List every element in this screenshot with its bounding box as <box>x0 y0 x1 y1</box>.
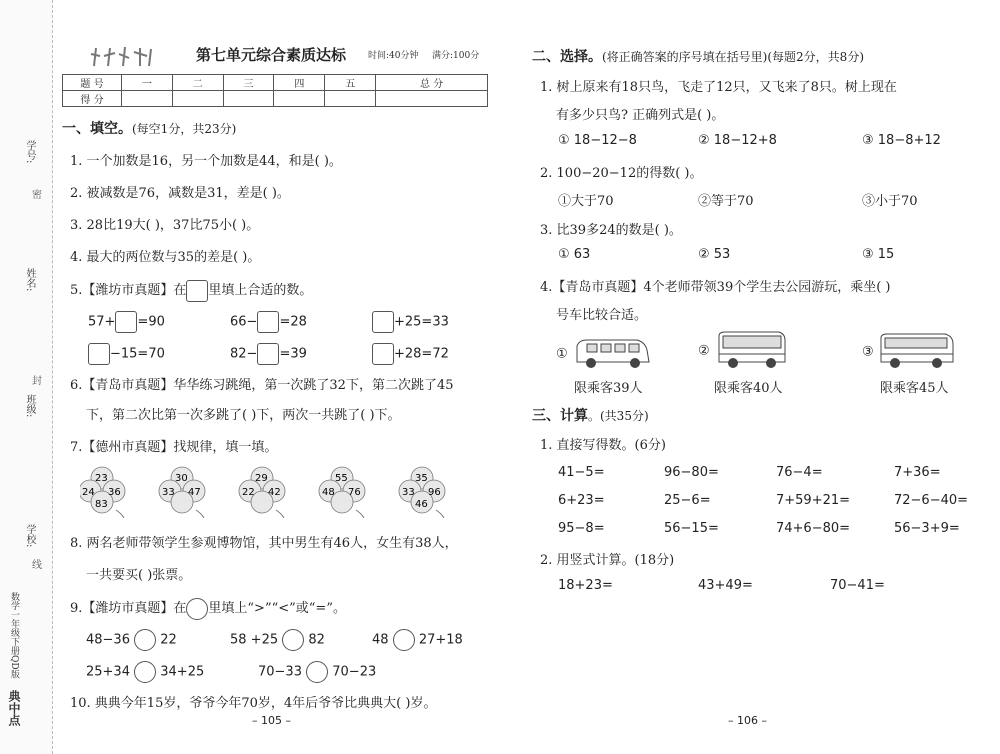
choice-1-option-3[interactable]: ③ 18−8+12 <box>862 133 941 148</box>
answer-box[interactable] <box>372 311 394 333</box>
question-7: 7.【德州市真题】找规律，填一填。 <box>70 440 278 455</box>
page-number-left: – 105 – <box>252 714 291 727</box>
q9-suffix: 里填上“>”“<”或“=”。 <box>208 601 346 616</box>
q5-item-e: 82− =39 <box>230 343 307 365</box>
q5-box-sample <box>186 280 208 302</box>
question-2: 2. 被减数是76，减数是31，差是( )。 <box>70 186 290 201</box>
score-head-cell: 五 <box>325 75 376 91</box>
calc-item: 95−8= <box>558 521 605 536</box>
q9-row-2b: 70−33 70−23 <box>258 661 376 683</box>
score-row-label: 得 分 <box>63 91 122 107</box>
calc-item: 56−15= <box>664 521 719 536</box>
q5-suffix: 里填上合适的数。 <box>208 283 313 298</box>
question-4: 4. 最大的两位数与35的差是( )。 <box>70 250 261 265</box>
choice-3: 3. 比39多24的数是( )。 <box>540 223 682 238</box>
q9-row-2a: 25+34 34+25 <box>86 661 204 683</box>
question-8-line2: 一共要买( )张票。 <box>86 568 192 583</box>
score-input[interactable] <box>223 91 274 107</box>
score-head-cell: 二 <box>172 75 223 91</box>
calc-item: 41−5= <box>558 465 605 480</box>
choice-2-option-3[interactable]: ③小于70 <box>862 194 918 209</box>
section-1-title: 一、填空。 <box>62 121 132 137</box>
clover-5-top: 35 <box>415 473 428 484</box>
calc-2-heading: 2. 用竖式计算。(18分) <box>540 553 675 568</box>
section-1-note: (每空1分，共23分) <box>132 122 237 136</box>
clover-1-right: 36 <box>108 487 121 498</box>
question-3: 3. 28比19大( )，37比75小( )。 <box>70 218 260 233</box>
page-number-right: – 106 – <box>728 714 767 727</box>
section-2-heading <box>532 46 864 66</box>
choice-1-line2: 有多少只鸟? 正确列式是( )。 <box>556 108 725 123</box>
header-logo <box>88 44 158 70</box>
score-input[interactable] <box>122 91 173 107</box>
clover-1-left: 24 <box>82 487 95 498</box>
answer-box[interactable] <box>88 343 110 365</box>
bus-3-number: ③ <box>862 344 874 360</box>
book-label: 数学一年级下册QD版 <box>9 592 19 679</box>
section-3-note: 。(共35分) <box>588 409 649 423</box>
calc-item: 56−3+9= <box>894 521 960 536</box>
q9-prefix: 9.【潍坊市真题】在 <box>70 601 187 616</box>
time-limit: 时间:40分钟 <box>368 51 419 61</box>
score-head-cell: 总 分 <box>376 75 488 91</box>
bus-1-caption: 限乘客39人 <box>574 381 643 396</box>
answer-box[interactable] <box>115 311 137 333</box>
choice-3-option-3[interactable]: ③ 15 <box>862 247 895 262</box>
clover-4-right: 76 <box>348 487 361 498</box>
seal-mark-1: 密 <box>32 190 42 201</box>
answer-box[interactable] <box>257 343 279 365</box>
score-head-cell: 题 号 <box>63 75 122 91</box>
logo-figures-icon <box>88 44 158 70</box>
answer-box[interactable] <box>257 311 279 333</box>
compare-circle[interactable] <box>306 661 328 683</box>
question-8-line1: 8. 两名老师带领学生参观博物馆，其中男生有46人，女生有38人， <box>70 536 458 551</box>
clover-3-left: 22 <box>242 487 255 498</box>
compare-circle[interactable] <box>134 629 156 651</box>
q5-prefix: 5.【潍坊市真题】在 <box>70 283 187 298</box>
bus-1-number: ① <box>556 346 568 362</box>
vertical-calc-item: 43+49= <box>698 578 753 593</box>
score-head-cell: 三 <box>223 75 274 91</box>
q9-row-1c: 48 27+18 <box>372 629 463 651</box>
compare-circle[interactable] <box>282 629 304 651</box>
section-3-heading <box>532 405 649 425</box>
vertical-calc-item: 70−41= <box>830 578 885 593</box>
answer-box[interactable] <box>372 343 394 365</box>
bus-2-caption: 限乘客40人 <box>714 381 783 396</box>
calc-item: 7+36= <box>894 465 941 480</box>
question-5 <box>70 279 312 302</box>
section-2-note: (将正确答案的序号填在括号里)(每题2分，共8分) <box>602 50 864 64</box>
vertical-calc-item: 18+23= <box>558 578 613 593</box>
choice-4-line1: 4.【青岛市真题】4个老师带领39个学生去公园游玩，乘坐( ) <box>540 280 891 295</box>
bus-icon <box>715 330 789 370</box>
calc-item: 6+23= <box>558 493 605 508</box>
score-head-cell: 一 <box>122 75 173 91</box>
bus-3-caption: 限乘客45人 <box>880 381 949 396</box>
question-6-line2: 下，第二次比第一次多跳了( )下，两次一共跳了( )下。 <box>86 408 401 423</box>
calc-item: 74+6−80= <box>776 521 851 536</box>
clover-5-right: 96 <box>428 487 441 498</box>
page-title: 第七单元综合素质达标 <box>196 46 347 64</box>
calc-item: 25−6= <box>664 493 711 508</box>
bus-2-number: ② <box>698 343 710 359</box>
calc-item: 72−6−40= <box>894 493 969 508</box>
q5-item-b: 66− =28 <box>230 311 307 333</box>
question-9 <box>70 597 346 620</box>
section-3-title: 三、计算 <box>532 408 588 424</box>
calc-item: 96−80= <box>664 465 719 480</box>
score-input[interactable] <box>325 91 376 107</box>
seal-mark-2: 封 <box>32 376 42 387</box>
choice-3-option-1[interactable]: ① 63 <box>558 247 591 262</box>
score-input[interactable] <box>274 91 325 107</box>
q9-row-1a: 48−36 22 <box>86 629 177 651</box>
bus-option-3[interactable] <box>862 332 955 370</box>
minibus-icon <box>573 336 653 370</box>
clover-1-bottom: 83 <box>95 499 108 510</box>
clover-5-bottom: 46 <box>415 499 428 510</box>
student-no-label: 学号: <box>24 140 35 164</box>
section-2-title: 二、选择。 <box>532 49 602 65</box>
school-label: 学校: <box>24 524 35 548</box>
choice-2-option-2[interactable]: ②等于70 <box>698 194 754 209</box>
class-label: 班级: <box>24 394 35 418</box>
choice-4-line2: 号车比较合适。 <box>556 308 648 323</box>
q9-row-1b: 58 +25 82 <box>230 629 325 651</box>
calc-item: 76−4= <box>776 465 823 480</box>
clover-5-left: 33 <box>402 487 415 498</box>
clover-3-right: 42 <box>268 487 281 498</box>
bus-option-2[interactable] <box>698 330 789 370</box>
clover-4-left: 48 <box>322 487 335 498</box>
calc-item: 7+59+21= <box>776 493 851 508</box>
full-score: 满分:100分 <box>432 51 480 61</box>
section-1-heading <box>62 118 236 138</box>
clover-1-top: 23 <box>95 473 108 484</box>
q9-circle-sample <box>186 598 208 620</box>
score-input[interactable] <box>172 91 223 107</box>
line-mark: 线 <box>32 560 42 571</box>
question-6-line1: 6.【青岛市真题】华华练习跳绳，第一次跳了32下，第二次跳了45 <box>70 378 454 393</box>
clover-2-left: 33 <box>162 487 175 498</box>
q5-item-f: +28=72 <box>372 343 449 365</box>
choice-3-option-2[interactable]: ② 53 <box>698 247 731 262</box>
clover-pattern <box>80 466 490 518</box>
score-input[interactable] <box>376 91 488 107</box>
choice-1-line1: 1. 树上原来有18只鸟，飞走了12只，又飞来了8只。树上现在 <box>540 80 897 95</box>
clover-4-top: 55 <box>335 473 348 484</box>
bus-option-1[interactable] <box>556 336 653 370</box>
coach-icon <box>879 332 955 370</box>
clover-2-top: 30 <box>175 473 188 484</box>
compare-circle[interactable] <box>134 661 156 683</box>
choice-1-option-1[interactable]: ① 18−12−8 <box>558 133 637 148</box>
publisher-logo: 典中点 <box>7 690 21 726</box>
choice-1-option-2[interactable]: ② 18−12+8 <box>698 133 777 148</box>
score-head-cell: 四 <box>274 75 325 91</box>
q5-item-c: +25=33 <box>372 311 449 333</box>
q5-item-d: −15=70 <box>88 343 165 365</box>
binding-margin <box>0 0 53 754</box>
q5-item-a: 57+ =90 <box>88 311 165 333</box>
question-10: 10. 典典今年15岁，爷爷今年70岁，4年后爷爷比典典大( )岁。 <box>70 696 437 711</box>
calc-1-heading: 1. 直接写得数。(6分) <box>540 438 666 453</box>
choice-2: 2. 100−20−12的得数( )。 <box>540 166 703 181</box>
choice-2-option-1[interactable]: ①大于70 <box>558 194 614 209</box>
clover-3-top: 29 <box>255 473 268 484</box>
question-1: 1. 一个加数是16，另一个加数是44，和是( )。 <box>70 154 342 169</box>
compare-circle[interactable] <box>393 629 415 651</box>
name-label: 姓名: <box>24 268 35 292</box>
clover-2-right: 47 <box>188 487 201 498</box>
score-table <box>62 74 488 107</box>
